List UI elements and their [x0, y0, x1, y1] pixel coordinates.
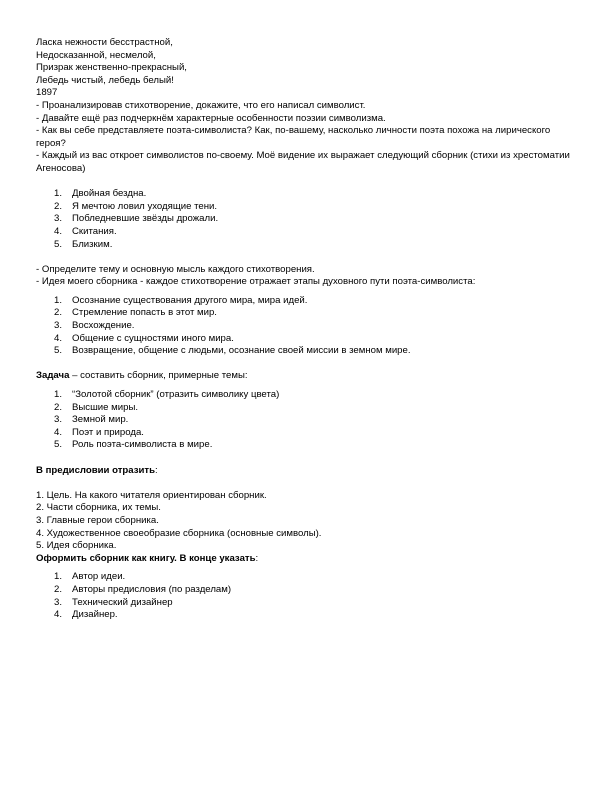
themes-list [36, 389, 580, 452]
poem-line: Лебедь чистый, лебедь белый! [36, 74, 174, 86]
book-label: Оформить сборник как книгу. В конце указать [36, 552, 256, 564]
list-item [36, 226, 580, 239]
preface-items [36, 490, 580, 553]
instruction-item: - Идея моего сборника - каждое стихотворение отражает этапы духовного пути поэта-символиста: [36, 276, 476, 288]
list-item [36, 333, 580, 346]
preface-item: 2. Части сборника, их темы. [36, 502, 161, 514]
list-item [36, 188, 580, 201]
task-heading [36, 370, 580, 383]
task-text: – составить сборник, примерные темы: [69, 370, 248, 382]
instruction-item: - Определите тему и основную мысль каждого стихотворения. [36, 263, 315, 275]
poem-excerpt [36, 37, 580, 100]
poem-line: Призрак женственно-прекрасный, [36, 62, 187, 74]
list-text: Роль поэта-символиста в мире. [72, 439, 213, 451]
list-item [36, 571, 580, 584]
list-number: 2. [54, 307, 63, 319]
list-text: “Золотой сборник” (отразить символику цвета) [72, 389, 280, 401]
list-number: 3. [54, 213, 63, 225]
preface-item: 5. Идея сборника. [36, 540, 117, 552]
list-text: Авторы предисловия (по разделам) [72, 583, 232, 595]
list-item [36, 402, 580, 415]
list-number: 1. [54, 294, 63, 306]
list-item [36, 597, 580, 610]
preface-heading [36, 465, 580, 478]
list-number: 5. [54, 238, 63, 250]
list-text: Скитания. [72, 225, 117, 237]
list-item [36, 414, 580, 427]
list-item [36, 584, 580, 597]
list-text: Общение с сущностями иного мира. [72, 332, 234, 344]
list-text: Земной мир. [72, 414, 129, 426]
list-item [36, 320, 580, 333]
poem-list [36, 188, 580, 251]
list-item [36, 307, 580, 320]
list-item [36, 239, 580, 252]
list-number: 2. [54, 401, 63, 413]
list-item [36, 389, 580, 402]
list-text: Восхождение. [72, 320, 135, 332]
list-text: Осознание существования другого мира, мира идей. [72, 294, 308, 306]
book-heading [36, 553, 580, 566]
list-item [36, 201, 580, 214]
list-text: Высшие миры. [72, 401, 138, 413]
book-colon: : [255, 552, 259, 564]
poem-line: Недосказанной, несмелой, [36, 49, 156, 61]
list-number: 3. [54, 414, 63, 426]
list-number: 2. [54, 583, 63, 595]
credits-list [36, 571, 580, 621]
list-text: Стремление попасть в этот мир. [72, 307, 217, 319]
document-body [36, 37, 580, 622]
question-item: - Как вы себе представляете поэта-символиста? Как, по-вашему, насколько личности поэта похожа на лирического героя? [36, 125, 551, 149]
list-number: 5. [54, 439, 63, 451]
question-item: - Проанализировав стихотворение, докажите, что его написал символист. [36, 99, 366, 111]
list-number: 3. [54, 320, 63, 332]
task-label: Задача [36, 370, 70, 382]
spacer [36, 251, 580, 264]
spacer [36, 358, 580, 371]
preface-colon: : [155, 464, 158, 476]
list-number: 3. [54, 596, 63, 608]
question-item: - Давайте ещё раз подчеркнём характерные особенности поэзии символизма. [36, 112, 386, 124]
list-number: 2. [54, 200, 63, 212]
list-number: 1. [54, 571, 63, 583]
list-text: Технический дизайнер [72, 596, 173, 608]
stages-list [36, 295, 580, 358]
preface-item: 1. Цель. На какого читателя ориентирован сборник. [36, 489, 267, 501]
list-item [36, 345, 580, 358]
list-item [36, 609, 580, 622]
list-number: 1. [54, 188, 63, 200]
instructions-block [36, 264, 580, 289]
list-text: Близким. [72, 238, 113, 250]
list-item [36, 427, 580, 440]
preface-label: В предисловии отразить [36, 464, 155, 476]
list-text: Двойная бездна. [72, 188, 147, 200]
list-item [36, 213, 580, 226]
list-number: 4. [54, 426, 63, 438]
spacer [36, 176, 580, 189]
list-text: Автор идеи. [72, 571, 126, 583]
poem-year: 1897 [36, 87, 58, 99]
list-text: Побледневшие звёзды дрожали. [72, 213, 219, 225]
preface-item: 3. Главные герои сборника. [36, 514, 159, 526]
question-item: - Каждый из вас откроет символистов по-своему. Моё видение их выражает следующий сборник (стихи из хрестоматии Агеносова) [36, 150, 570, 174]
list-number: 5. [54, 345, 63, 357]
list-text: Возвращение, общение с людьми, осознание своей миссии в земном мире. [72, 345, 411, 357]
questions-block [36, 100, 580, 176]
list-number: 1. [54, 389, 63, 401]
list-text: Я мечтою ловил уходящие тени. [72, 200, 218, 212]
spacer [36, 477, 580, 490]
list-number: 4. [54, 332, 63, 344]
list-text: Поэт и природа. [72, 426, 144, 438]
spacer [36, 452, 580, 465]
list-item [36, 295, 580, 308]
list-item [36, 439, 580, 452]
list-text: Дизайнер. [72, 609, 118, 621]
preface-item: 4. Художественное своеобразие сборника (основные символы). [36, 527, 322, 539]
list-number: 4. [54, 609, 63, 621]
list-number: 4. [54, 225, 63, 237]
poem-line: Ласка нежности бесстрастной, [36, 37, 173, 48]
